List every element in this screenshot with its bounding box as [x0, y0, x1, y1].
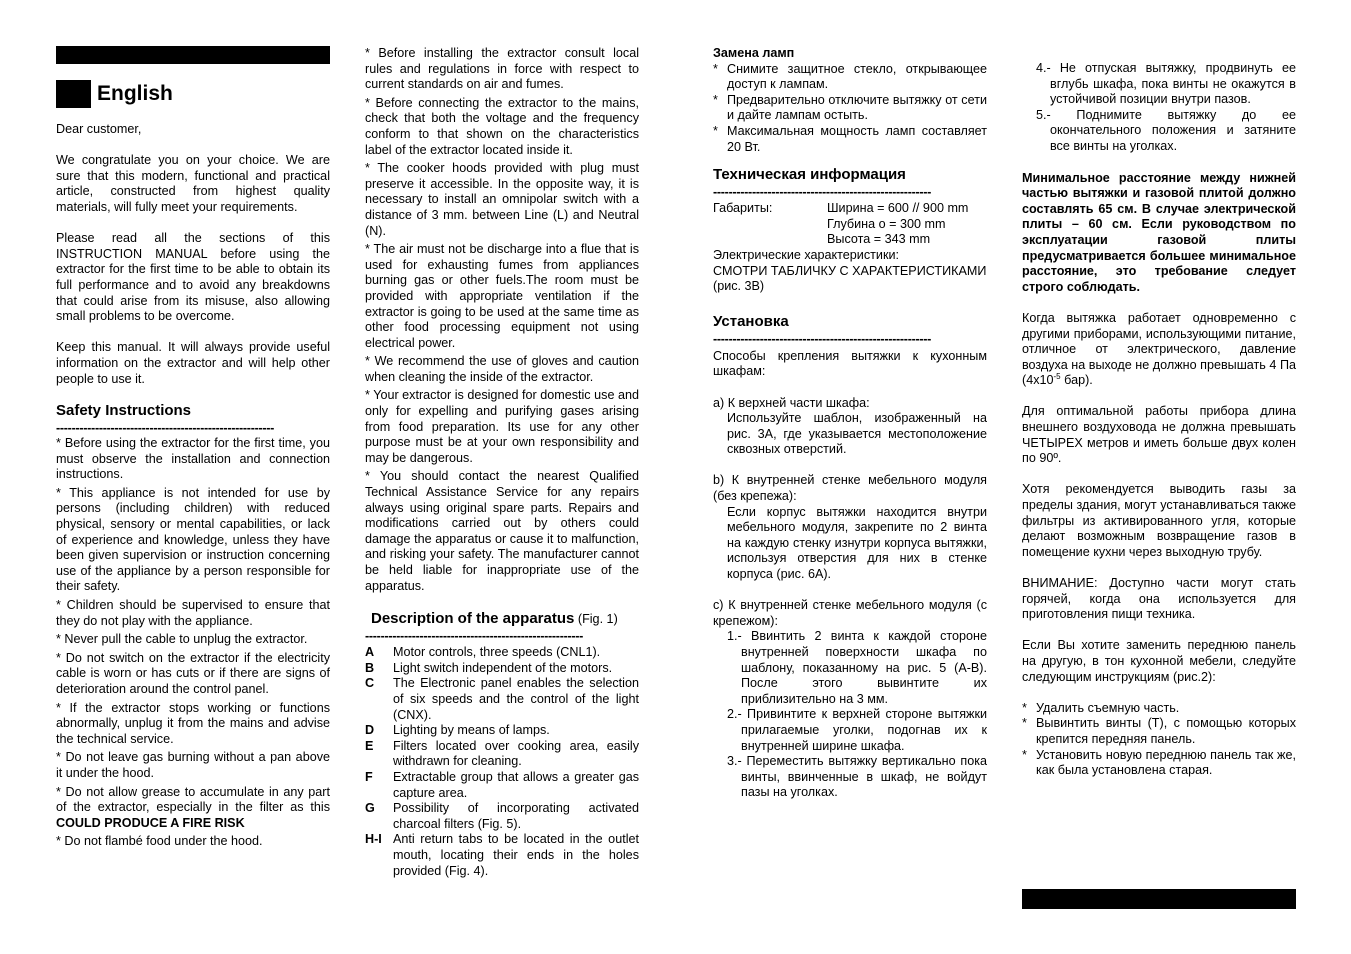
part-key: C — [365, 676, 375, 691]
safety-item: * The cooker hoods provided with plug must preserve it accessible. In the opposite way, it is necessary to install an omnipolar switch with a distance of 3 mm. between Line (L) and Neutral (N). — [365, 161, 639, 238]
language-heading — [56, 80, 330, 108]
panel-step — [1022, 716, 1296, 747]
part-item — [365, 770, 639, 801]
description-heading — [365, 610, 639, 628]
safety-item-grease — [56, 785, 330, 832]
method-c-steps — [713, 629, 987, 801]
part-item — [365, 645, 639, 661]
panel-step — [1022, 701, 1296, 717]
pressure-text: Когда вытяжка работает одновременно с другими приборами, использующими питание, отличное от электрического, давление воздуха на выходе не должно превышать 4 Па (4x10 — [1022, 310, 1296, 388]
filters-note: Хотя рекомендуется выводить газы за пределы здания, могут устанавливаться также фильтры из активированного угля, которые делают возможным возвращение газов в помещение кухни через выходную трубу. — [1022, 482, 1296, 559]
install-step: 1.- Ввинтить 2 винта к каждой стороне внутренней поверхности шкафа по шаблону, показанному на рис. 5 (А-В). После этого вывинтите их приблизительно на 3 мм. — [727, 629, 987, 706]
pressure-unit: бар). — [1060, 373, 1093, 388]
safety-item: * Do not switch on the extractor if the electricity cable is worn or has cuts or if there are signs of deterioration around the control panel. — [56, 650, 330, 696]
lamp-item — [713, 62, 987, 93]
pressure-exponent: -5 — [1053, 372, 1061, 382]
column-english-intro — [56, 80, 330, 850]
bullet: * — [1022, 747, 1027, 762]
method-a-text: Используйте шаблон, изображенный на рис. 3А, где указывается местоположение сквозных отверстий. — [727, 411, 987, 457]
lamps-title: Замена ламп — [713, 46, 795, 60]
intro-paragraph-1: We congratulate you on your choice. We are sure that this modern, functional and practical article, constructed from highest quality materials, will fully meet your requirements. — [56, 153, 330, 214]
dimension-depth: Глубина о = 300 mm — [827, 216, 946, 231]
top-black-bar — [56, 46, 330, 64]
part-item — [365, 723, 639, 739]
dimension-width: Ширина = 600 // 900 mm — [827, 201, 969, 216]
safety-item: * Do not leave gas burning without a pan above it under the hood. — [56, 750, 330, 780]
language-marker — [56, 80, 91, 108]
part-item — [365, 661, 639, 677]
dimension-height: Высота = 343 mm — [827, 232, 931, 247]
bullet: * — [713, 61, 718, 76]
safety-item: * The air must not be discharge into a flue that is used for exhausting fumes from appliances burning gas or other fuels.The room must be provided with appropriate ventilation if the extractor is going to be used at the same time as other food processing equipment not using electrical power. — [365, 242, 639, 350]
safety-item: * This appliance is not intended for use by persons (including children) with reduced physical, sensory or mental capabilities, or lack of experience and knowledge, unless they have been given supervision or instruction concerning use of the appliance by a person responsible for their safety. — [56, 485, 330, 594]
greeting: Dear customer, — [56, 122, 142, 136]
electrical-value: СМОТРИ ТАБЛИЧКУ С ХАРАКТЕРИСТИКАМИ (рис. 3В) — [713, 263, 987, 294]
divider: -------------------------------------------------------- — [713, 186, 932, 199]
warning-note: ВНИМАНИЕ: Доступно части могут стать горячей, когда она используется для приготовления пищи техника. — [1022, 576, 1296, 622]
description-title: Description of the apparatus — [371, 610, 575, 628]
bullet: * — [713, 123, 718, 138]
dimensions-label: Габариты: — [713, 201, 773, 216]
bottom-black-bar — [1022, 889, 1296, 909]
part-key: F — [365, 769, 373, 784]
part-key: B — [365, 660, 375, 675]
bullet: * — [713, 92, 718, 107]
panel-step — [1022, 748, 1296, 779]
install-step: 2.- Привинтите к верхней стороне вытяжки прилагаемые уголки, подогнав их к внутренней ширине шкафа. — [727, 707, 987, 753]
install-steps-continued — [1022, 61, 1296, 155]
method-b-text: Если корпус вытяжки находится внутри мебельного модуля, закрепите по 2 винта на каждую стенку изнутри корпуса вытяжки, используя отверстия для них в стенке корпуса (рис. 6А). — [727, 504, 987, 582]
part-item — [365, 739, 639, 770]
divider: -------------------------------------------------------- — [56, 422, 275, 435]
part-text: The Electronic panel enables the selection of six speeds and the control of the light (CNX). — [393, 676, 639, 722]
install-intro: Способы крепления вытяжки к кухонным шкафам: — [713, 348, 987, 379]
part-key: D — [365, 723, 375, 738]
panel-intro: Если Вы хотите заменить переднюю панель на другую, в тон кухонной мебели, следуйте следующим инструкциям (рис.2): — [1022, 638, 1296, 684]
part-text: Motor controls, three speeds (CNL1). — [393, 645, 601, 660]
intro-paragraph-2: Please read all the sections of this INSTRUCTION MANUAL before using the extractor for the first time to be able to obtain its full performance and to avoid any breakdowns that could arise from its misuse, also allowing small problems to be overcome. — [56, 231, 330, 324]
divider: -------------------------------------------------------- — [365, 630, 584, 643]
safety-item: * Children should be supervised to ensure that they do not play with the appliance. — [56, 598, 330, 628]
safety-item: * Before installing the extractor consult local rules and regulations in force with respect to current standards on air and fumes. — [365, 46, 639, 92]
electrical-label: Электрические характеристики: — [713, 247, 899, 262]
part-text: Light switch independent of the motors. — [393, 660, 613, 675]
pressure-note — [1022, 311, 1296, 389]
safety-item: * Before connecting the extractor to the mains, check that both the voltage and the frequency conform to that shown on the characteristics label of the extractor located inside it. — [365, 95, 639, 157]
method-b-head: b) К внутренней стенке мебельного модуля (без крепежа): — [713, 473, 987, 504]
bullet: * — [1022, 716, 1027, 731]
part-text: Possibility of incorporating activated charcoal filters (Fig. 5). — [393, 801, 639, 831]
safety-item: * Before using the extractor for the first time, you must observe the installation and connection instructions. — [56, 436, 330, 482]
install-title: Установка — [713, 312, 789, 330]
part-key: E — [365, 738, 374, 753]
part-item — [365, 676, 639, 723]
fire-risk-warning: COULD PRODUCE A FIRE RISK — [56, 815, 245, 830]
column-russian-notes — [1022, 61, 1296, 779]
install-step: 5.- Поднимите вытяжку до ее окончательного положения и затяните все винты на уголках. — [1036, 107, 1296, 153]
lamp-item — [713, 93, 987, 124]
duct-note: Для оптимальной работы прибора длина внешнего воздуховода не должна превышать ЧЕТЫРЕХ метров и иметь больше двух колен по 90º. — [1022, 404, 1296, 466]
lamp-text: Максимальная мощность ламп составляет 20 Вт. — [727, 123, 987, 154]
dimensions-values — [827, 201, 968, 248]
lamp-text: Снимите защитное стекло, открывающее доступ к лампам. — [727, 61, 987, 92]
install-step: 4.- Не отпуская вытяжку, продвинуть ее вглубь шкафа, пока винты не окажутся в устойчивой позиции внутри пазов. — [1036, 61, 1296, 107]
method-a-head: a) К верхней части шкафа: — [713, 395, 870, 410]
bullet: * — [1022, 700, 1027, 715]
panel-step-text: Вывинтить винты (T), с помощью которых крепится передняя панель. — [1036, 716, 1296, 746]
dimensions — [713, 201, 987, 248]
method-c-head: c) К внутренней стенке мебельного модуля (с крепежом): — [713, 598, 987, 628]
intro-paragraph-3: Keep this manual. It will always provide useful information on the extractor and will help other people to use it. — [56, 340, 330, 386]
language-title: English — [97, 82, 173, 106]
safety-item: * You should contact the nearest Qualified Technical Assistance Service for any repairs always using original spare parts. Repairs and modifications carried out by others could damage the apparatus or cause it to malfunction, and risking your safety. The manufacturer cannot be held liable for inappropriate use of the apparatus. — [365, 469, 639, 593]
safety-item: * Never pull the cable to unplug the extractor. — [56, 632, 308, 647]
panel-step-text: Удалить съемную часть. — [1036, 700, 1180, 715]
column-safety-description — [365, 46, 639, 879]
column-russian-install — [713, 46, 987, 801]
safety-item: * If the extractor stops working or functions abnormally, unplug it from the mains and advise the technical service. — [56, 700, 330, 746]
part-item — [365, 801, 639, 832]
divider: -------------------------------------------------------- — [713, 332, 932, 345]
part-text: Extractable group that allows a greater gas capture area. — [393, 769, 639, 800]
lamp-text: Предварительно отключите вытяжку от сети и дайте лампам остыть. — [727, 92, 987, 123]
description-figure-ref: (Fig. 1) — [577, 612, 618, 627]
part-text: Lighting by means of lamps. — [393, 723, 550, 738]
part-key: A — [365, 645, 375, 660]
safety-item: * Your extractor is designed for domestic use and only for expelling and purifying gases arising from food preparation. Its use for any other purpose must be at your own responsibility and may be dangerous. — [365, 388, 639, 465]
install-step: 3.- Переместить вытяжку вертикально пока винты, ввинченные в шкаф, не войдут пазы на уголках. — [727, 754, 987, 800]
safety-item: * We recommend the use of gloves and caution when cleaning the inside of the extractor. — [365, 354, 639, 384]
lamp-item — [713, 124, 987, 155]
tech-title: Техническая информация — [713, 166, 906, 184]
part-key: H-I — [365, 832, 382, 847]
part-key: G — [365, 801, 375, 816]
safety-item: * Do not flambé food under the hood. — [56, 834, 263, 849]
panel-step-text: Установить новую переднюю панель так же, как была установлена старая. — [1036, 747, 1296, 778]
part-item — [365, 832, 639, 879]
minimum-distance-note: Минимальное расстояние между нижней частью вытяжки и газовой плитой должно составлять 65 см. В случае электрической плиты – 60 см. Если руководством по эксплуатации газовой плиты предусматривается большее минимальное расстояние, это требование следует строго соблюдать. — [1022, 170, 1296, 294]
part-text: Anti return tabs to be located in the outlet mouth, locating their ends in the holes provided (Fig. 4). — [393, 832, 639, 878]
part-text: Filters located over cooking area, easily withdrawn for cleaning. — [393, 738, 639, 769]
grease-text: * Do not allow grease to accumulate in any part of the extractor, especially in the filter as this — [56, 784, 330, 815]
safety-title: Safety Instructions — [56, 402, 192, 420]
